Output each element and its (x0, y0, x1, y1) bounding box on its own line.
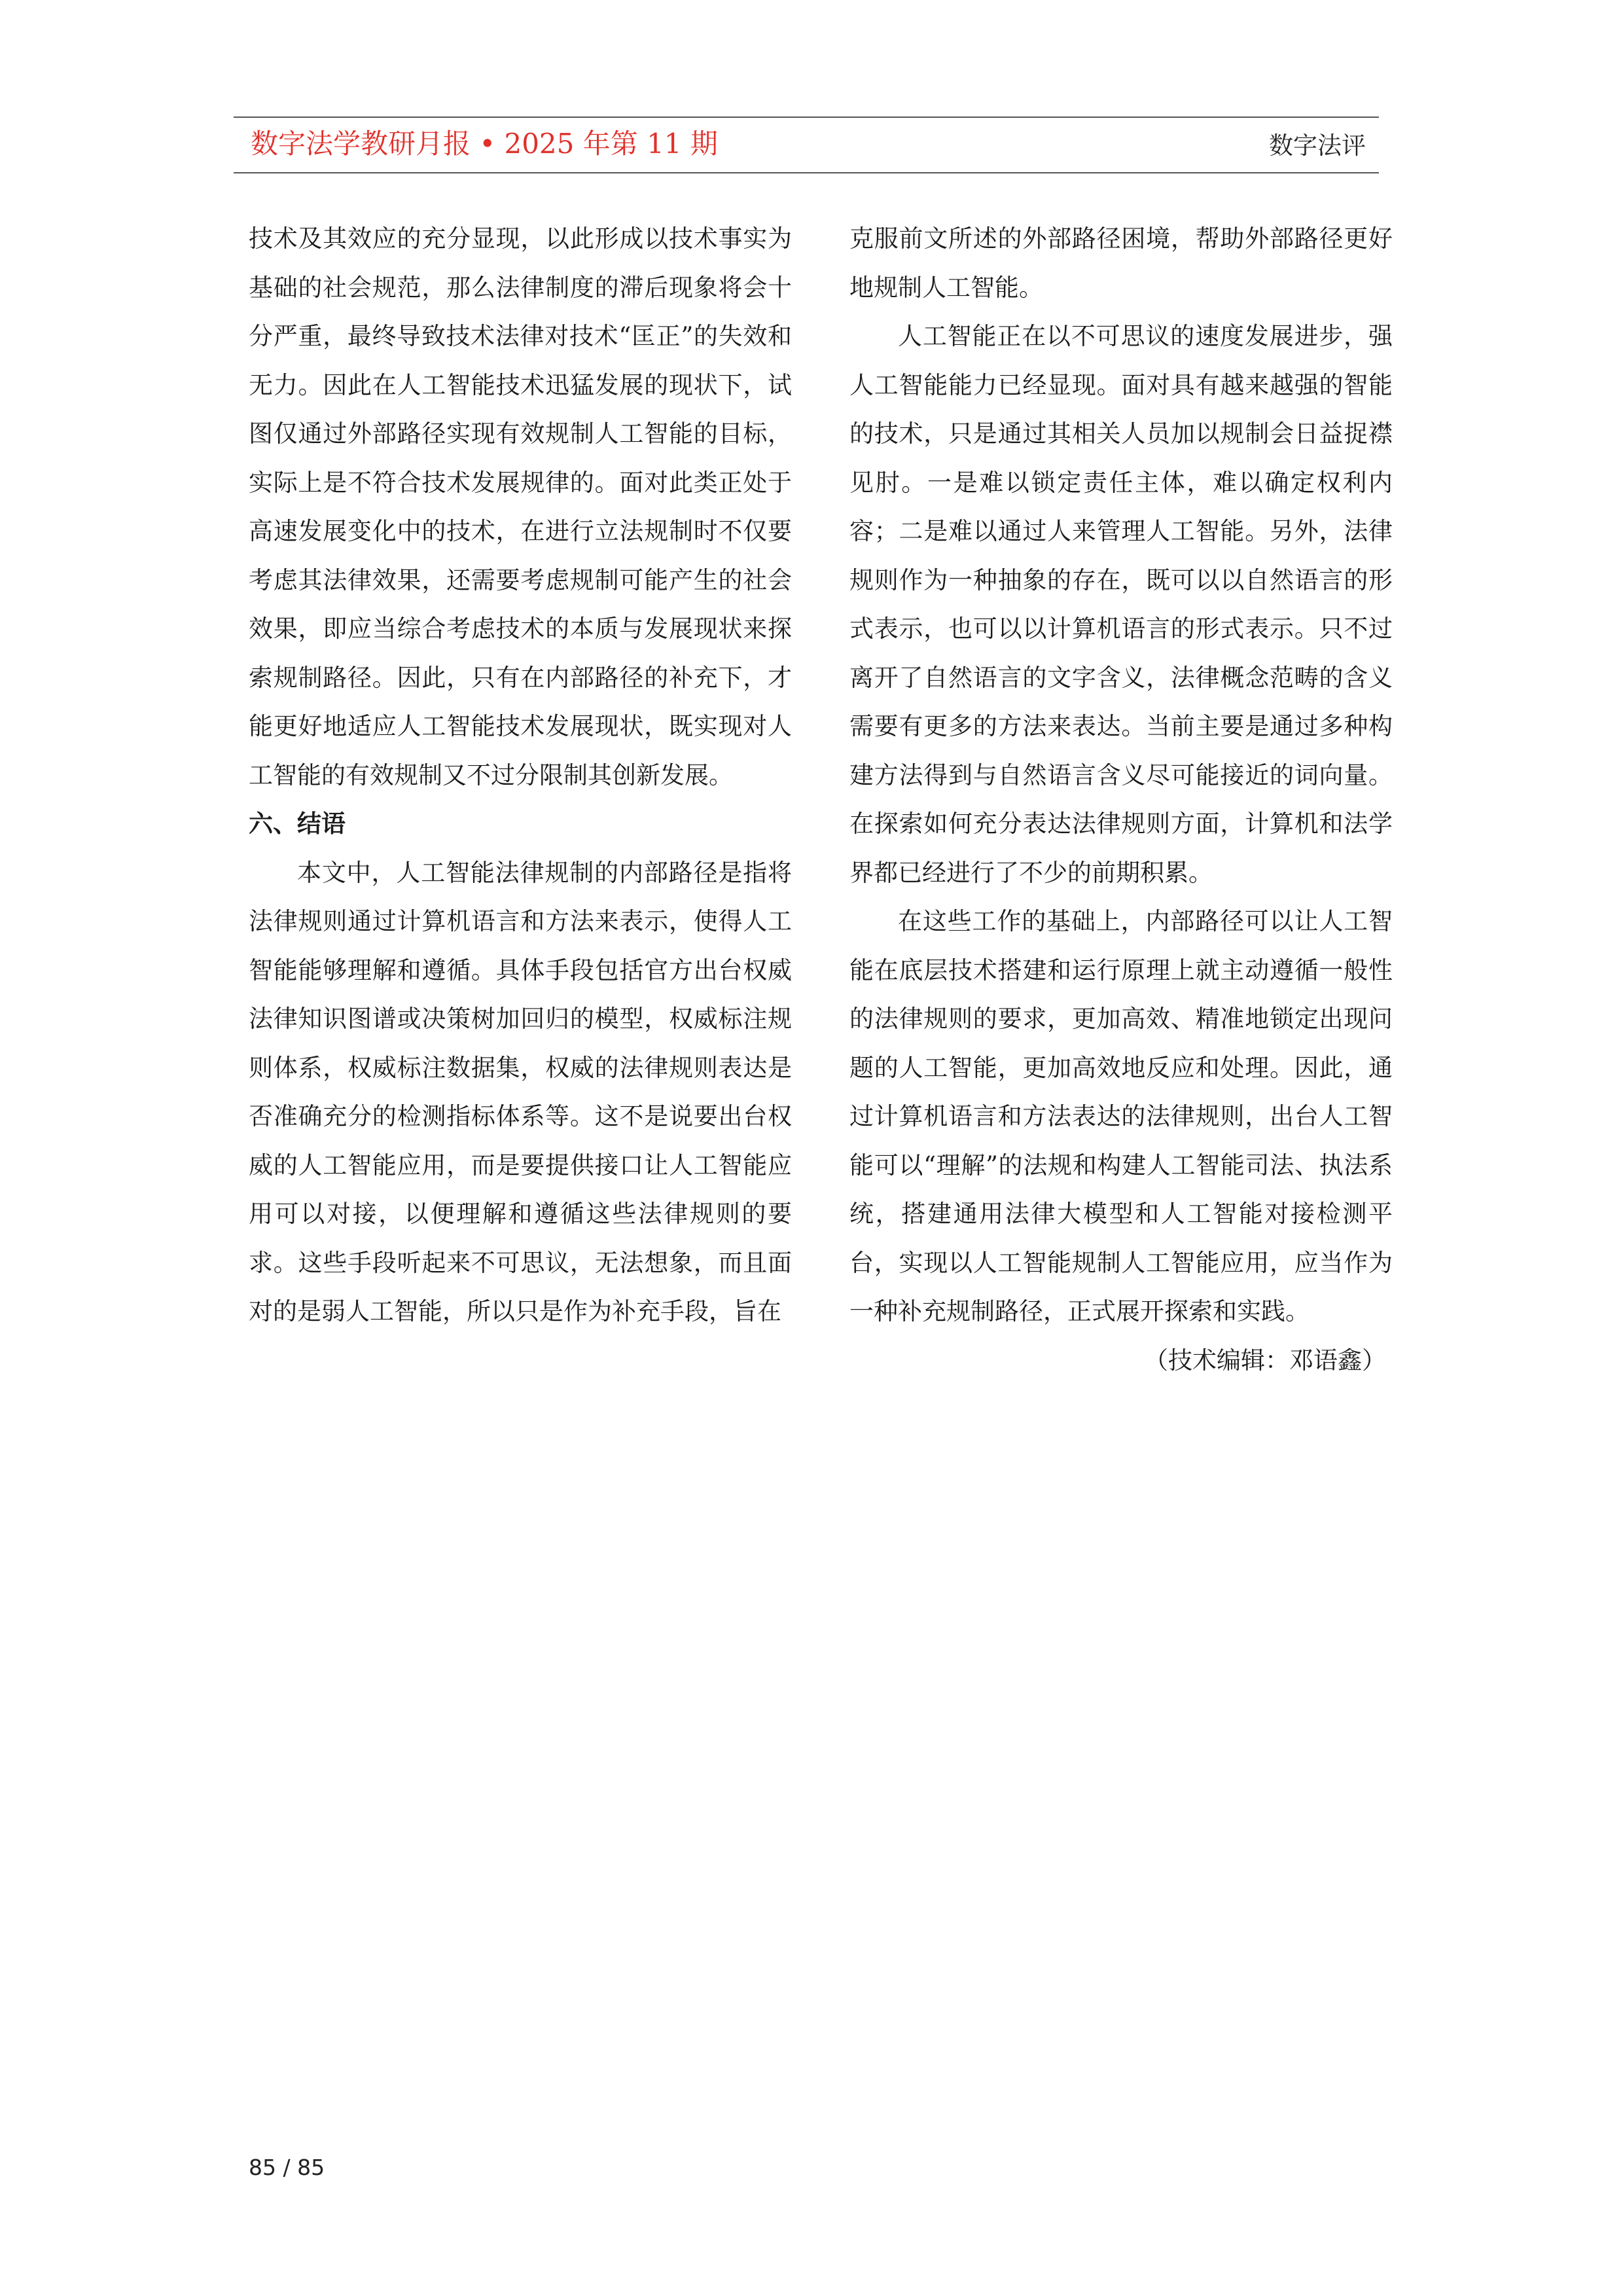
right-column (849, 215, 1393, 1385)
section-title: 数字法评 (1269, 132, 1366, 160)
page-number: 85 / 85 (249, 2155, 325, 2180)
editor-note: （技术编辑：邓语鑫） (1144, 1346, 1386, 1374)
paragraph-ai-development: 人工智能正在以不可思议的速度发展进步，强人工智能能力已经显现。面对具有越来越强的智能的技术，只是通过其相关人员加以规制会日益捉襟见肘。一是难以锁定责任主体，难以确定权利内容；二是难以通过人来管理人工智能。另外，法律规则作为一种抽象的存在，既可以以自然语言的形式表示，也可以以计算机语言的形式表示。只不过离开了自然语言的文字含义，法律概念范畴的含义需要有更多的方法来表达。当前主要是通过多种构建方法得到与自然语言含义尽可能接近的词向量。在探索如何充分表达法律规则方面，计算机和法学界都已经进行了不少的前期积累。 (849, 322, 1393, 887)
paragraph-internal-path: 在这些工作的基础上，内部路径可以让人工智能在底层技术搭建和运行原理上就主动遵循一般性的法律规则的要求，更加高效、精准地锁定出现问题的人工智能，更加高效地反应和处理。因此，通过计算机语言和方法表达的法律规则，出台人工智能可以“理解”的法规和构建人工智能司法、执法系统，搭建通用法律大模型和人工智能对接检测平台，实现以人工智能规制人工智能应用，应当作为一种补充规制路径，正式展开探索和实践。 (849, 907, 1393, 1325)
paragraph-continued-right: 克服前文所述的外部路径困境，帮助外部路径更好地规制人工智能。 (849, 224, 1393, 302)
header-bottom-rule (234, 172, 1379, 173)
header-top-rule (234, 117, 1379, 118)
section-heading-conclusion: 六、结语 (249, 810, 346, 838)
paragraph-conclusion: 本文中，人工智能法律规制的内部路径是指将法律规则通过计算机语言和方法来表示，使得人工智能能够理解和遵循。具体手段包括官方出台权威法律知识图谱或决策树加回归的模型，权威标注规则体系，权威标注数据集，权威的法律规则表达是否准确充分的检测指标体系等。这不是说要出台权威的人工智能应用，而是要提供接口让人工智能应用可以对接，以便理解和遵循这些法律规则的要求。这些手段听起来不可思议，无法想象，而且面对的是弱人工智能，所以只是作为补充手段，旨在 (249, 858, 792, 1325)
journal-title: 数字法学教研月报 • 2025 年第 11 期 (251, 128, 718, 160)
left-column (249, 215, 792, 1336)
paragraph-continued: 技术及其效应的充分显现，以此形成以技术事实为基础的社会规范，那么法律制度的滞后现象将会十分严重，最终导致技术法律对技术“匡正”的失效和无力。因此在人工智能技术迅猛发展的现状下，试图仅通过外部路径实现有效规制人工智能的目标，实际上是不符合技术发展规律的。面对此类正处于高速发展变化中的技术，在进行立法规制时不仅要考虑其法律效果，还需要考虑规制可能产生的社会效果，即应当综合考虑技术的本质与发展现状来探索规制路径。因此，只有在内部路径的补充下，才能更好地适应人工智能技术发展现状，既实现对人工智能的有效规制又不过分限制其创新发展。 (249, 224, 792, 789)
